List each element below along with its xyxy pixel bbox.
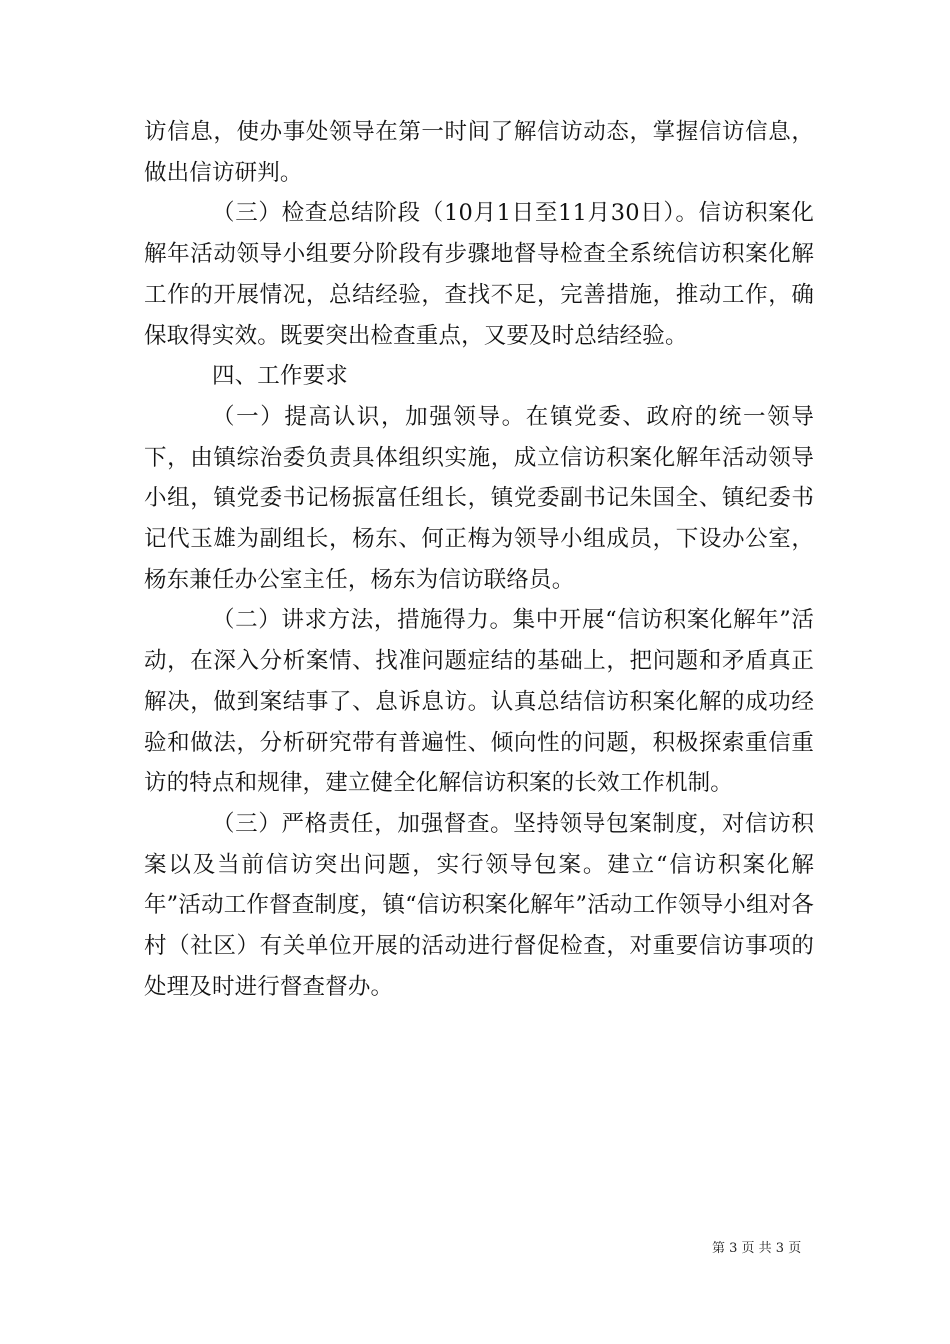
paragraph-requirement-3: （三）严格责任，加强督查。坚持领导包案制度，对信访积案以及当前信访突出问题，实行领导包案。建立“信访积案化解年”活动工作督查制度，镇“信访积案化解年”活动工作领导小组对各村（社区）有关单位开展的活动进行督促检查，对重要信访事项的处理及时进行督查督办。 <box>144 810 814 1000</box>
section-heading-work-requirements: 四、工作要求 <box>212 363 348 390</box>
page-number-footer: 第 3 页 共 3 页 <box>712 1241 802 1256</box>
paragraph-requirement-2: （二）讲求方法，措施得力。集中开展“信访积案化解年”活动，在深入分析案情、找准问题症结的基础上，把问题和矛盾真正解决，做到案结事了、息诉息访。认真总结信访积案化解的成功经验和做法，分析研究带有普遍性、倾向性的问题，积极探索重信重访的特点和规律，建立健全化解信访积案的长效工作机制。 <box>144 607 814 797</box>
paragraph-continuation: 访信息，使办事处领导在第一时间了解信访动态，掌握信访信息，做出信访研判。 <box>144 119 814 186</box>
document-body <box>144 112 814 1007</box>
paragraph-inspection-stage: （三）检查总结阶段（10月1日至11月30日）。信访积案化解年活动领导小组要分阶段有步骤地督导检查全系统信访积案化解工作的开展情况，总结经验，查找不足，完善措施，推动工作，确保取得实效。既要突出检查重点，又要及时总结经验。 <box>144 200 814 349</box>
paragraph-requirement-1: （一）提高认识，加强领导。在镇党委、政府的统一领导下，由镇综治委负责具体组织实施，成立信访积案化解年活动领导小组，镇党委书记杨振富任组长，镇党委副书记朱国全、镇纪委书记代玉雄为副组长，杨东、何正梅为领导小组成员，下设办公室，杨东兼任办公室主任，杨东为信访联络员。 <box>144 403 814 593</box>
